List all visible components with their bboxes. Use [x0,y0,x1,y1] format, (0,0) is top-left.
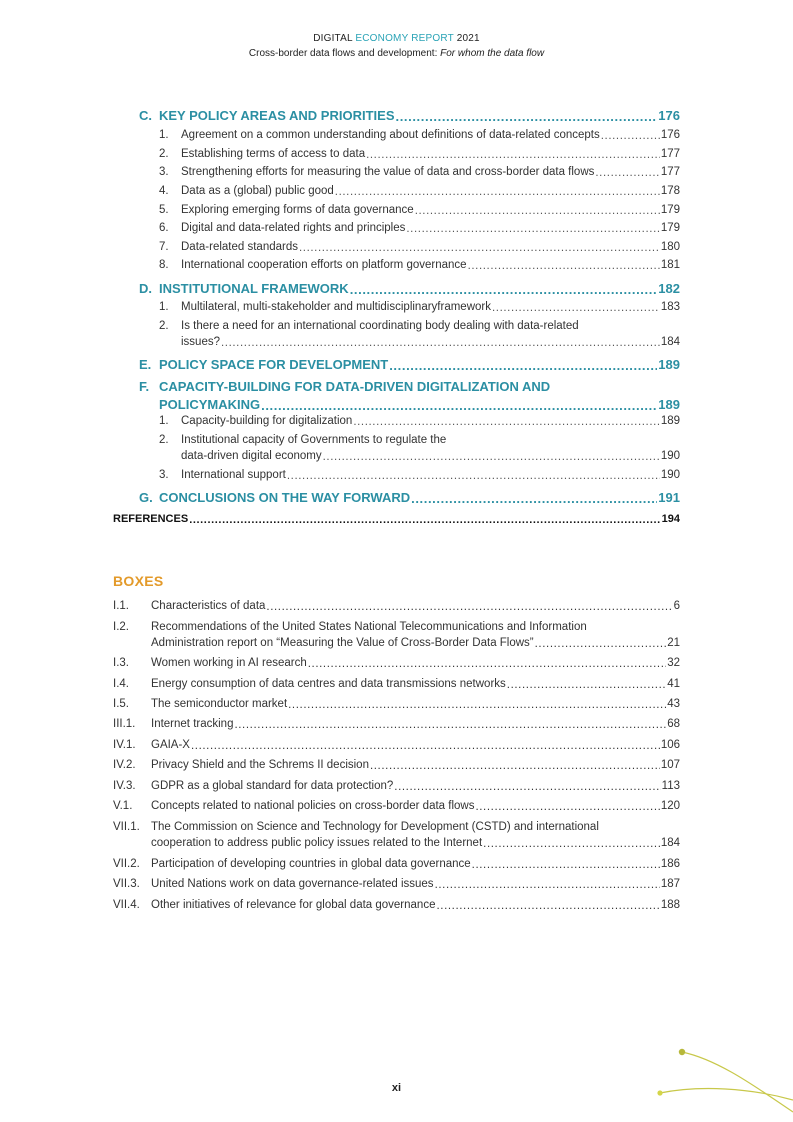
box-label: GDPR as a global standard for data protection? [151,780,394,792]
page-number: 194 [661,513,680,525]
entry-label: Exploring emerging forms of data governance [181,204,414,216]
leader-dots [266,602,672,614]
leader-dots [406,224,659,236]
section-number: C. [139,108,152,123]
entry-label: Multilateral, multi-stakeholder and multidisciplinaryframework [181,301,491,313]
box-label: Energy consumption of data centres and data transmissions networks [151,678,506,690]
subtitle-italic: For whom the data flow [440,48,545,59]
section-number: D. [139,281,152,296]
toc-entry[interactable] [159,241,680,254]
leader-dots [492,303,660,315]
box-number: I.1. [113,600,129,612]
leader-dots [261,399,657,412]
page-number: 180 [660,241,680,253]
title-part: DIGITAL [313,33,353,44]
leader-dots [221,338,660,350]
leader-dots [507,680,666,692]
title-year: 2021 [456,33,480,44]
entry-number: 3. [159,469,169,481]
entry-label: Institutional capacity of Governments to regulate the [181,434,447,446]
entry-number: 2. [159,434,169,446]
toc-entry[interactable] [159,166,680,179]
box-label-cont: cooperation to address public policy issues related to the Internet [151,837,483,849]
toc-entry[interactable] [159,185,680,198]
leader-dots [234,720,666,732]
references-label: REFERENCES [113,513,189,525]
toc-entry[interactable] [159,301,680,314]
box-number: V.1. [113,800,133,812]
box-label: The Commission on Science and Technology for Development (CSTD) and international [151,821,599,833]
leader-dots [475,802,659,814]
page-number: 181 [660,259,680,271]
leader-dots [389,359,657,372]
page-number: 189 [660,415,680,427]
page-number: 68 [667,718,680,730]
leader-dots [299,243,660,255]
box-entry[interactable] [113,739,680,752]
section-title: CONCLUSIONS ON THE WAY FORWARD [159,490,411,505]
toc-entry-continuation[interactable] [181,336,680,349]
leader-dots [308,659,666,671]
entry-label: Agreement on a common understanding about definitions of data-related concepts [181,129,600,141]
box-label: Other initiatives of relevance for global data governance [151,899,436,911]
entry-label: Digital and data-related rights and principles [181,222,406,234]
toc-entry-continuation[interactable] [181,450,680,463]
toc-entry[interactable] [159,129,680,142]
leader-dots [436,901,659,913]
box-label: Women working in AI research [151,657,307,669]
page-number: 177 [660,166,680,178]
page-number: 190 [660,450,680,462]
box-number: I.5. [113,698,129,710]
page-number: 190 [660,469,680,481]
toc-entry[interactable] [159,222,680,235]
page-number: 182 [658,281,680,296]
box-entry[interactable] [113,600,680,613]
box-number: I.4. [113,678,129,690]
box-number: III.1. [113,718,136,730]
box-entry[interactable] [113,759,680,772]
leader-dots [335,187,660,199]
box-entry[interactable] [113,878,680,891]
leader-dots [353,417,659,429]
toc-section-f[interactable] [139,379,550,394]
section-title-cont: POLICYMAKING [159,397,261,412]
entry-number: 2. [159,320,169,332]
box-entry[interactable] [113,800,680,813]
box-label-cont: Administration report on “Measuring the Value of Cross-Border Data Flows” [151,637,534,649]
leader-dots [288,700,666,712]
box-entry[interactable] [113,899,680,912]
entry-label-cont: data-driven digital economy [181,450,322,462]
entry-number: 6. [159,222,169,234]
toc-section-c[interactable] [139,108,680,123]
box-number: VII.1. [113,821,140,833]
toc-entry-multiline[interactable] [159,320,579,332]
leader-dots [468,261,660,273]
report-title [0,33,793,44]
entry-label-cont: issues? [181,336,220,348]
toc-entry[interactable] [159,204,680,217]
leader-dots [411,492,657,505]
title-accent: ECONOMY REPORT [355,33,454,44]
section-title: POLICY SPACE FOR DEVELOPMENT [159,357,389,372]
page-number: 188 [660,899,680,911]
section-title: INSTITUTIONAL FRAMEWORK [159,281,349,296]
page-number: 176 [658,108,680,123]
box-label: Privacy Shield and the Schrems II decision [151,759,369,771]
page-number: 186 [660,858,680,870]
section-title: CAPACITY-BUILDING FOR DATA-DRIVEN DIGITALIZATION AND [159,379,551,394]
page-number: 179 [660,204,680,216]
entry-number: 3. [159,166,169,178]
box-number: VII.3. [113,878,140,890]
toc-entry[interactable] [159,259,680,272]
box-label: Internet tracking [151,718,234,730]
leader-dots [415,206,660,218]
entry-label: Is there a need for an international coordinating body dealing with data-related [181,320,579,332]
leader-dots [396,110,658,123]
leader-dots [350,283,658,296]
page-number: 183 [660,301,680,313]
leader-dots [394,782,660,794]
page-number: 113 [661,780,680,792]
box-label: Participation of developing countries in global data governance [151,858,471,870]
page-number: 191 [658,490,680,505]
box-entry[interactable] [113,657,680,670]
leader-dots [535,639,667,651]
page-number: 189 [658,357,680,372]
leader-dots [483,839,660,851]
section-number: G. [139,490,153,505]
box-entry[interactable] [113,678,680,691]
page-number: 189 [658,397,680,412]
toc-references[interactable] [113,513,680,525]
box-entry-continuation[interactable] [151,837,680,850]
page-number: 178 [660,185,680,197]
box-number: VII.4. [113,899,140,911]
leader-dots [287,471,660,483]
entry-label: International cooperation efforts on platform governance [181,259,467,271]
leader-dots [370,761,660,773]
entry-number: 7. [159,241,169,253]
leader-dots [601,131,660,143]
leader-dots [366,150,660,162]
leader-dots [595,168,659,180]
box-label: Characteristics of data [151,600,266,612]
toc-entry[interactable] [159,469,680,482]
toc-section-e[interactable] [139,357,680,372]
page-number: 187 [660,878,680,890]
page-number: 184 [660,837,680,849]
page-number: 106 [660,739,680,751]
leader-dots [191,741,660,753]
page-number: 6 [673,600,680,612]
entry-number: 1. [159,301,169,313]
entry-number: 2. [159,148,169,160]
page-number: 43 [667,698,680,710]
leader-dots [472,860,660,872]
toc-section-f-continuation[interactable] [159,397,680,412]
decorative-dot [679,1049,685,1055]
page-number: 41 [667,678,680,690]
entry-number: 8. [159,259,169,271]
page-footer-number: xi [391,1082,402,1094]
entry-number: 5. [159,204,169,216]
box-label: Concepts related to national policies on cross-border data flows [151,800,475,812]
entry-number: 1. [159,415,169,427]
page-number: 184 [660,336,680,348]
box-entry[interactable] [113,780,680,793]
entry-label: International support [181,469,286,481]
page-number: 176 [660,129,680,141]
boxes-heading: BOXES [113,573,164,589]
decorative-curves [640,1030,793,1122]
toc-entry-multiline[interactable] [159,434,446,446]
page-number: 32 [667,657,680,669]
box-label: Recommendations of the United States National Telecommunications and Information [151,621,587,633]
leader-dots [189,515,660,526]
leader-dots [323,452,660,464]
page-number: 120 [660,800,680,812]
page-number: 179 [660,222,680,234]
box-number: IV.3. [113,780,136,792]
box-entry[interactable] [113,718,680,731]
box-number: I.3. [113,657,129,669]
page-number: 177 [660,148,680,160]
section-number: E. [139,357,152,372]
box-entry-continuation[interactable] [151,637,680,650]
entry-number: 4. [159,185,169,197]
box-label: The semiconductor market [151,698,288,710]
page-number: 21 [667,637,680,649]
box-label: United Nations work on data governance-related issues [151,878,434,890]
box-label: GAIA-X [151,739,190,751]
box-number: I.2. [113,621,129,633]
entry-label: Strengthening efforts for measuring the value of data and cross-border data flows [181,166,595,178]
leader-dots [435,880,660,892]
entry-label: Capacity-building for digitalization [181,415,353,427]
entry-label: Data-related standards [181,241,298,253]
toc-entry[interactable] [159,148,680,161]
box-entry-multiline[interactable] [113,621,587,633]
box-entry[interactable] [113,858,680,871]
box-number: IV.2. [113,759,136,771]
box-number: IV.1. [113,739,136,751]
entry-label: Data as a (global) public good [181,185,334,197]
entry-number: 1. [159,129,169,141]
box-entry-multiline[interactable] [113,821,599,833]
report-subtitle [0,48,793,59]
running-header [0,33,793,59]
box-number: VII.2. [113,858,140,870]
box-entry[interactable] [113,698,680,711]
toc-section-d[interactable] [139,281,680,296]
subtitle-plain: Cross-border data flows and development: [248,48,441,59]
entry-label: Establishing terms of access to data [181,148,366,160]
section-number: F. [139,379,150,394]
toc-section-g[interactable] [139,490,680,505]
toc-entry[interactable] [159,415,680,428]
section-title: KEY POLICY AREAS AND PRIORITIES [159,108,395,123]
page-number: 107 [660,759,680,771]
